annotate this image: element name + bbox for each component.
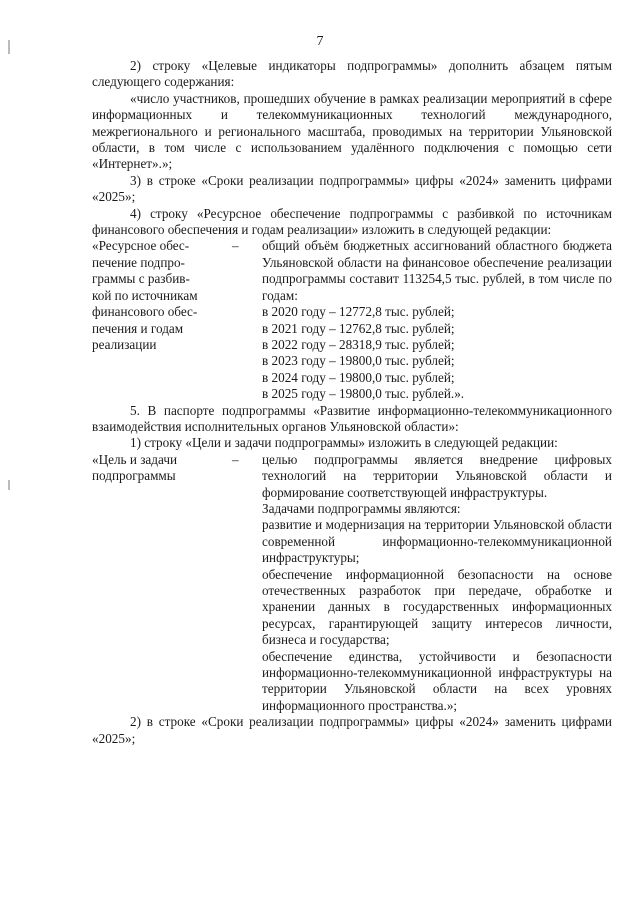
year-line: в 2021 году – 12762,8 тыс. рублей; (262, 320, 455, 336)
paragraph-7: 2) в строке «Сроки реализации подпрограммы» цифры «2024» заменить цифрами «2025»; (92, 714, 612, 746)
row-dash: – (232, 451, 239, 467)
goals-line: Задачами подпрограммы являются: (262, 500, 461, 516)
paragraph-2: «число участников, прошедших обучение в рамках реализации мероприятий в сфере информационных и телекоммуникационных технологий международного, межрегионального и регионального масштаба, проводимых на территории Ульяновской области, в том числе с использованием удалённого подключения с помощью сети «Интернет».»; (92, 90, 612, 172)
resource-intro: общий объём бюджетных ассигнований областного бюджета Ульяновской области на финансовое обеспечение реализации подпрограммы составит 113254,5 тыс. рублей, в том числе по годам: (262, 238, 612, 303)
resource-table-row (92, 238, 612, 402)
goals-row-value (262, 452, 612, 715)
year-line: в 2023 году – 19800,0 тыс. рублей; (262, 353, 455, 369)
year-line: в 2024 году – 19800,0 тыс. рублей; (262, 369, 455, 385)
goals-line: обеспечение единства, устойчивости и безопасности информационно-телекоммуникационной инфраструктуры на территории Ульяновской области на всех уровнях информационного пространства.»; (262, 648, 612, 713)
year-line: в 2022 году – 28318,9 тыс. рублей; (262, 336, 455, 352)
row-dash: – (232, 238, 239, 254)
resource-years (262, 304, 612, 402)
document-body (92, 58, 612, 747)
page-number: 7 (316, 34, 324, 49)
scan-mark (8, 480, 10, 490)
year-line: в 2025 году – 19800,0 тыс. рублей.». (262, 386, 465, 402)
year-line: в 2020 году – 12772,8 тыс. рублей; (262, 304, 455, 320)
paragraph-1: 2) строку «Целевые индикаторы подпрограммы» дополнить абзацем пятым следующего содержания: (92, 58, 612, 90)
paragraph-4: 4) строку «Ресурсное обеспечение подпрограммы с разбивкой по источникам финансового обеспечения и годам реализации» изложить в следующей редакции: (92, 205, 612, 238)
goals-line: развитие и модернизация на территории Ульяновской области современной информационно-телекоммуникационной инфраструктуры; (262, 517, 612, 566)
goals-row-label: «Цель и задачи подпрограммы (92, 451, 178, 484)
goals-line: целью подпрограммы является внедрение цифровых технологий на территории Ульяновской области и формирование соответствующей инфраструктуры. (262, 451, 612, 500)
paragraph-6: 1) строку «Цели и задачи подпрограммы» изложить в следующей редакции: (130, 435, 558, 451)
resource-row-label: «Ресурсное обес- печение подпро- граммы с разбив- кой по источникам финансового обес- печения и годам реализации (92, 238, 198, 352)
goals-table-row (92, 452, 612, 715)
paragraph-3: 3) в строке «Сроки реализации подпрограммы» цифры «2024» заменить цифрами «2025»; (92, 172, 612, 205)
resource-row-value (262, 238, 612, 402)
paragraph-5: 5. В паспорте подпрограммы «Развитие информационно-телекоммуникационного взаимодействия исполнительных органов Ульяновской области»: (92, 402, 612, 434)
goals-line: обеспечение информационной безопасности на основе отечественных разработок при передаче, обработке и хранении данных в государственных информационных ресурсах, гарантирующей защиту интересов личности, бизнеса и государства; (262, 566, 612, 648)
